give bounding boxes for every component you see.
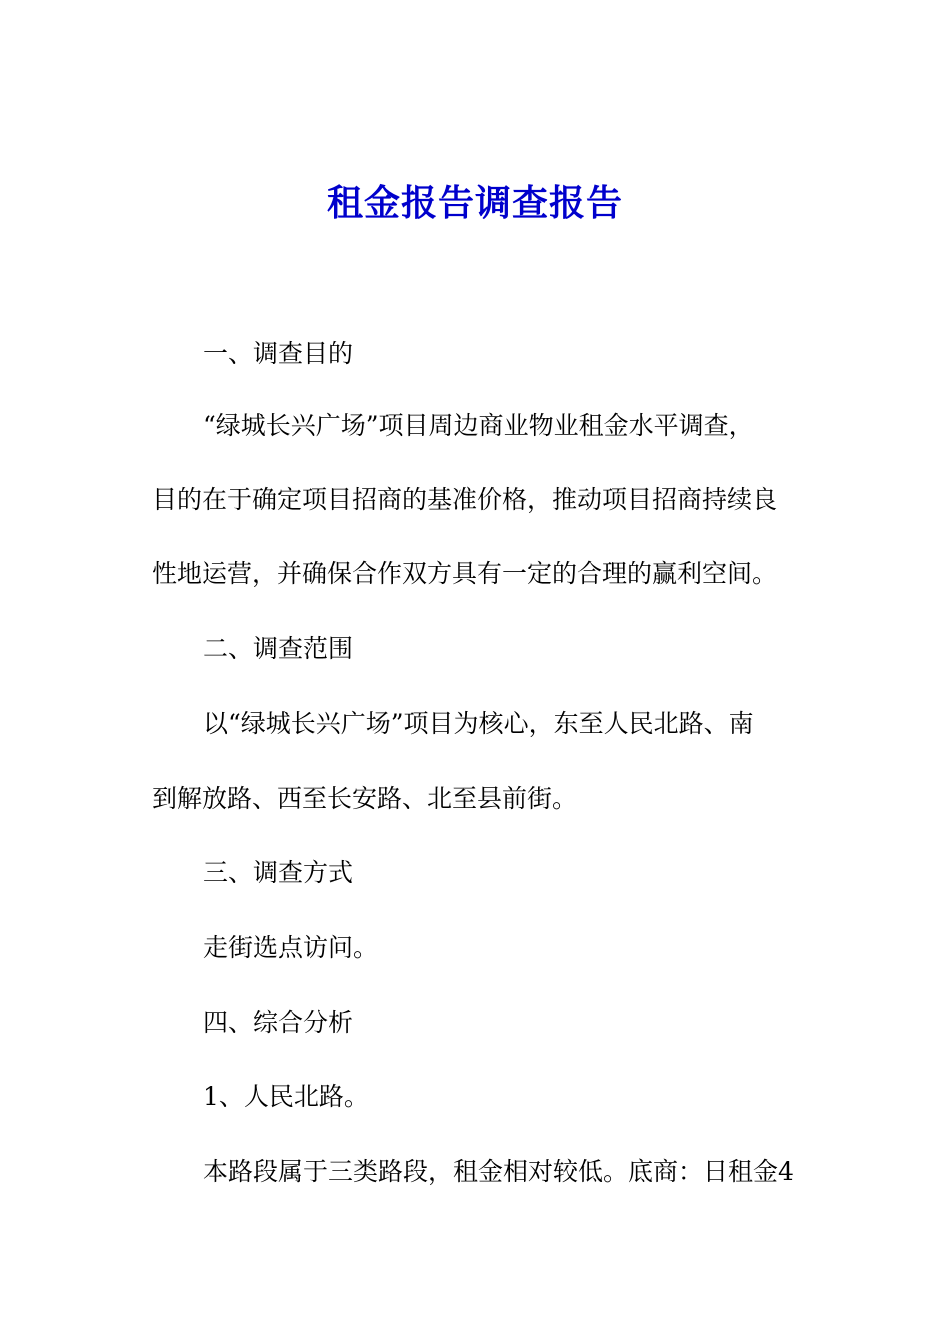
document-title: 租金报告调查报告 xyxy=(326,182,623,224)
section-heading-analysis: 四、综合分析 xyxy=(203,1008,354,1037)
paragraph-line: 以“绿城长兴广场”项目为核心，东至人民北路、南 xyxy=(203,709,754,738)
section-heading-purpose: 一、调查目的 xyxy=(203,339,354,368)
paragraph-line: “绿城长兴广场”项目周边商业物业租金水平调查， xyxy=(203,411,754,440)
subsection-heading: 1、人民北路。 xyxy=(203,1082,369,1111)
section-heading-scope: 二、调查范围 xyxy=(203,634,354,663)
paragraph-line: 目的在于确定项目招商的基准价格，推动项目招商持续良 xyxy=(152,485,778,514)
paragraph-line: 走街选点访问。 xyxy=(203,933,379,962)
paragraph-line: 性地运营，并确保合作双方具有一定的合理的赢利空间。 xyxy=(152,559,778,588)
section-heading-method: 三、调查方式 xyxy=(203,858,354,887)
paragraph-line: 到解放路、西至长安路、北至县前街。 xyxy=(152,784,578,813)
paragraph-line: 本路段属于三类路段，租金相对较低。底商：日租金4 xyxy=(203,1157,794,1186)
